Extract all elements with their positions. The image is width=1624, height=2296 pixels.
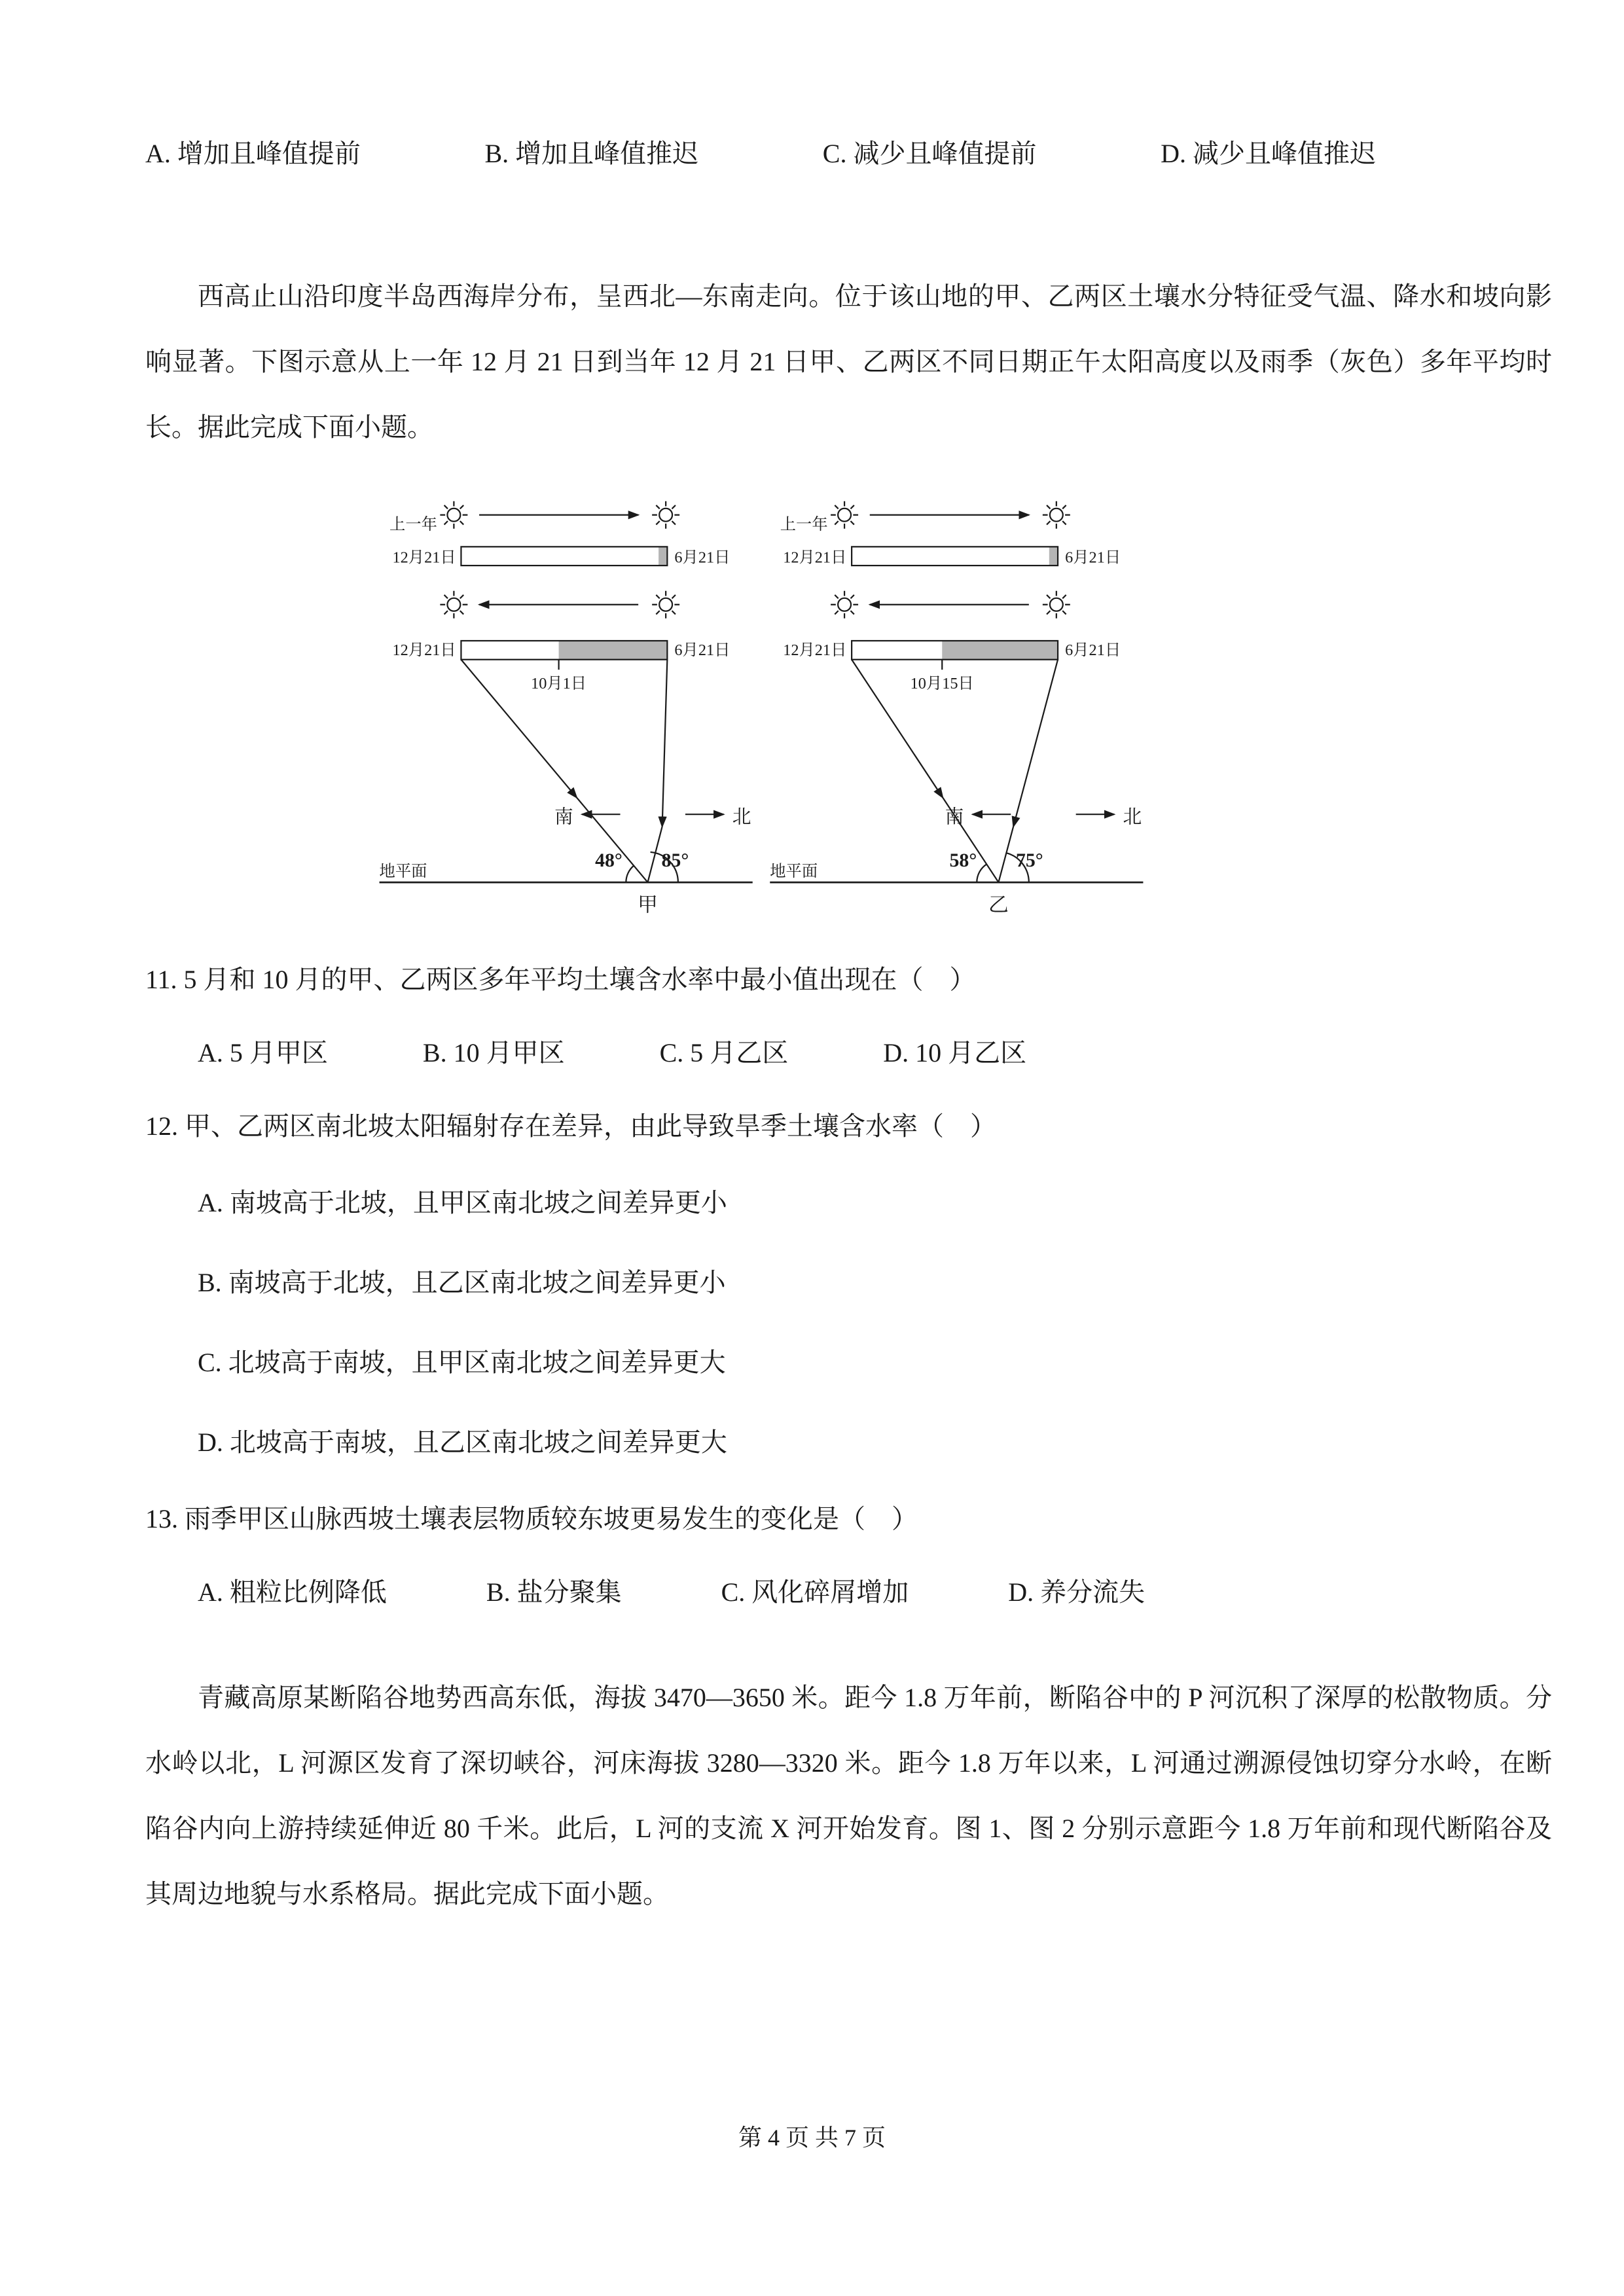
bottom-bar-start-date: 12月21日 (392, 641, 456, 660)
sun-icon (1043, 501, 1070, 529)
noon-sun-ray-north (1013, 660, 1058, 827)
ground-label: 地平面 (379, 863, 427, 881)
bottom-bar-end-date: 6月21日 (1065, 641, 1121, 660)
q10-option-b: B. 增加且峰值推迟 (484, 139, 699, 168)
q11-option-a: A. 5 月甲区 (198, 1038, 328, 1067)
timeline-bar-top (852, 547, 1058, 565)
top-bar-end-date: 6月21日 (674, 548, 731, 567)
angle-arc-south (626, 866, 634, 882)
south-label: 南 (554, 806, 573, 828)
q12-option-d: D. 北坡高于南坡，且乙区南北坡之间差异更大 (198, 1427, 727, 1457)
question-11-stem: 11. 5 月和 10 月的甲、乙两区多年平均土壤含水率中最小值出现在（ ） (145, 965, 976, 994)
q13-option-d: D. 养分流失 (1008, 1577, 1146, 1607)
passage-tibet-graben: 青藏高原某断陷谷地势西高东低，海拔 3470—3650 米。距今 1.8 万年前，断陷谷中的 P 河沉积了深厚的松散物质。分水岭以北，L 河源区发育了深切峡谷，河床海拔 3280—3320 米。距今 1.8 万年以来，L 河通过溯源侵蚀切穿分水岭，在断陷谷内向上游持续延伸近 80 千米。此后，L 河的支流 X 河开始发育。图 1、图 2 分别示意距今 1.8 万年前和现代断陷谷及其周边地貌与水系格局。据此完成下面小题。 (145, 1683, 1552, 1909)
angle-north-value: 85° (661, 849, 689, 871)
q13-option-b: B. 盐分聚集 (486, 1577, 622, 1607)
bottom-bar-start-date: 12月21日 (783, 641, 847, 660)
sun-icon (652, 591, 679, 619)
angle-south-value: 58° (949, 849, 977, 871)
sun-icon (831, 501, 858, 529)
q11-option-d: D. 10 月乙区 (883, 1038, 1027, 1067)
diagram-container (378, 496, 1145, 937)
angle-north-value: 75° (1015, 849, 1043, 871)
sun-icon (652, 501, 679, 529)
q12-option-a: A. 南坡高于北坡，且甲区南北坡之间差异更小 (198, 1188, 727, 1217)
q10-option-d: D. 减少且峰值推迟 (1161, 139, 1376, 168)
rainy-season-fill (942, 641, 1058, 660)
rainy-season-fill (559, 641, 668, 660)
q10-option-c: C. 减少且峰值提前 (822, 139, 1037, 168)
panel-jia (380, 501, 753, 916)
question-12-stem: 12. 甲、乙两区南北坡太阳辐射存在差异，由此导致旱季土壤含水率（ ） (145, 1111, 996, 1141)
angle-arc-south (977, 864, 986, 882)
ground-label: 地平面 (770, 863, 818, 881)
q13-option-c: C. 风化碎屑增加 (721, 1577, 909, 1607)
q10-options-row (145, 121, 1376, 187)
rain-end-date-label: 10月15日 (910, 674, 974, 692)
noon-sun-ray-north (662, 660, 668, 827)
q12-option-b: B. 南坡高于北坡，且乙区南北坡之间差异更小 (198, 1268, 726, 1297)
top-bar-start-date: 12月21日 (392, 548, 456, 567)
page-number: 第 4 页 共 7 页 (738, 2125, 886, 2151)
q10-option-a: A. 增加且峰值提前 (145, 139, 361, 168)
rain-end-date-label: 10月1日 (531, 674, 587, 692)
q11-option-c: C. 5 月乙区 (659, 1038, 789, 1067)
bottom-bar-end-date: 6月21日 (674, 641, 731, 660)
rainy-season-fill (659, 547, 667, 565)
south-label: 南 (945, 806, 964, 828)
q11-options-row (145, 1016, 1552, 1090)
top-bar-start-date: 12月21日 (783, 548, 847, 567)
top-bar-end-date: 6月21日 (1065, 548, 1121, 567)
q12-option-c: C. 北坡高于南坡，且甲区南北坡之间差异更大 (198, 1348, 726, 1377)
timeline-bar-top (461, 547, 667, 565)
sun-icon (1043, 591, 1070, 619)
prev-year-label: 上一年 (389, 515, 437, 533)
q11-option-b: B. 10 月甲区 (422, 1038, 565, 1067)
rainy-season-fill (1049, 547, 1058, 565)
north-label: 北 (732, 806, 751, 828)
north-label: 北 (1123, 806, 1142, 828)
passage-western-ghats: 西高止山沿印度半岛西海岸分布，呈西北—东南走向。位于该山地的甲、乙两区土壤水分特征受气温、降水和坡向影响显著。下图示意从上一年 12 月 21 日到当年 12 月 21 日甲、乙两区不同日期正午太阳高度以及雨季（灰色）多年平均时长。据此完成下面小题。 (145, 281, 1552, 442)
solar-angle-diagram (378, 496, 1145, 930)
sun-icon (440, 501, 467, 529)
zone-name: 甲 (638, 893, 658, 916)
prev-year-label: 上一年 (780, 515, 828, 533)
q13-options-row (145, 1556, 1552, 1629)
angle-south-value: 48° (595, 849, 623, 871)
sun-icon (440, 591, 467, 619)
sun-icon (831, 591, 858, 619)
question-13-stem: 13. 雨季甲区山脉西坡土壤表层物质较东坡更易发生的变化是（ ） (145, 1504, 918, 1534)
panel-yi (770, 501, 1143, 916)
q13-option-a: A. 粗粒比例降低 (198, 1577, 387, 1607)
q12-options-list (145, 1163, 1552, 1482)
zone-name: 乙 (988, 893, 1009, 916)
